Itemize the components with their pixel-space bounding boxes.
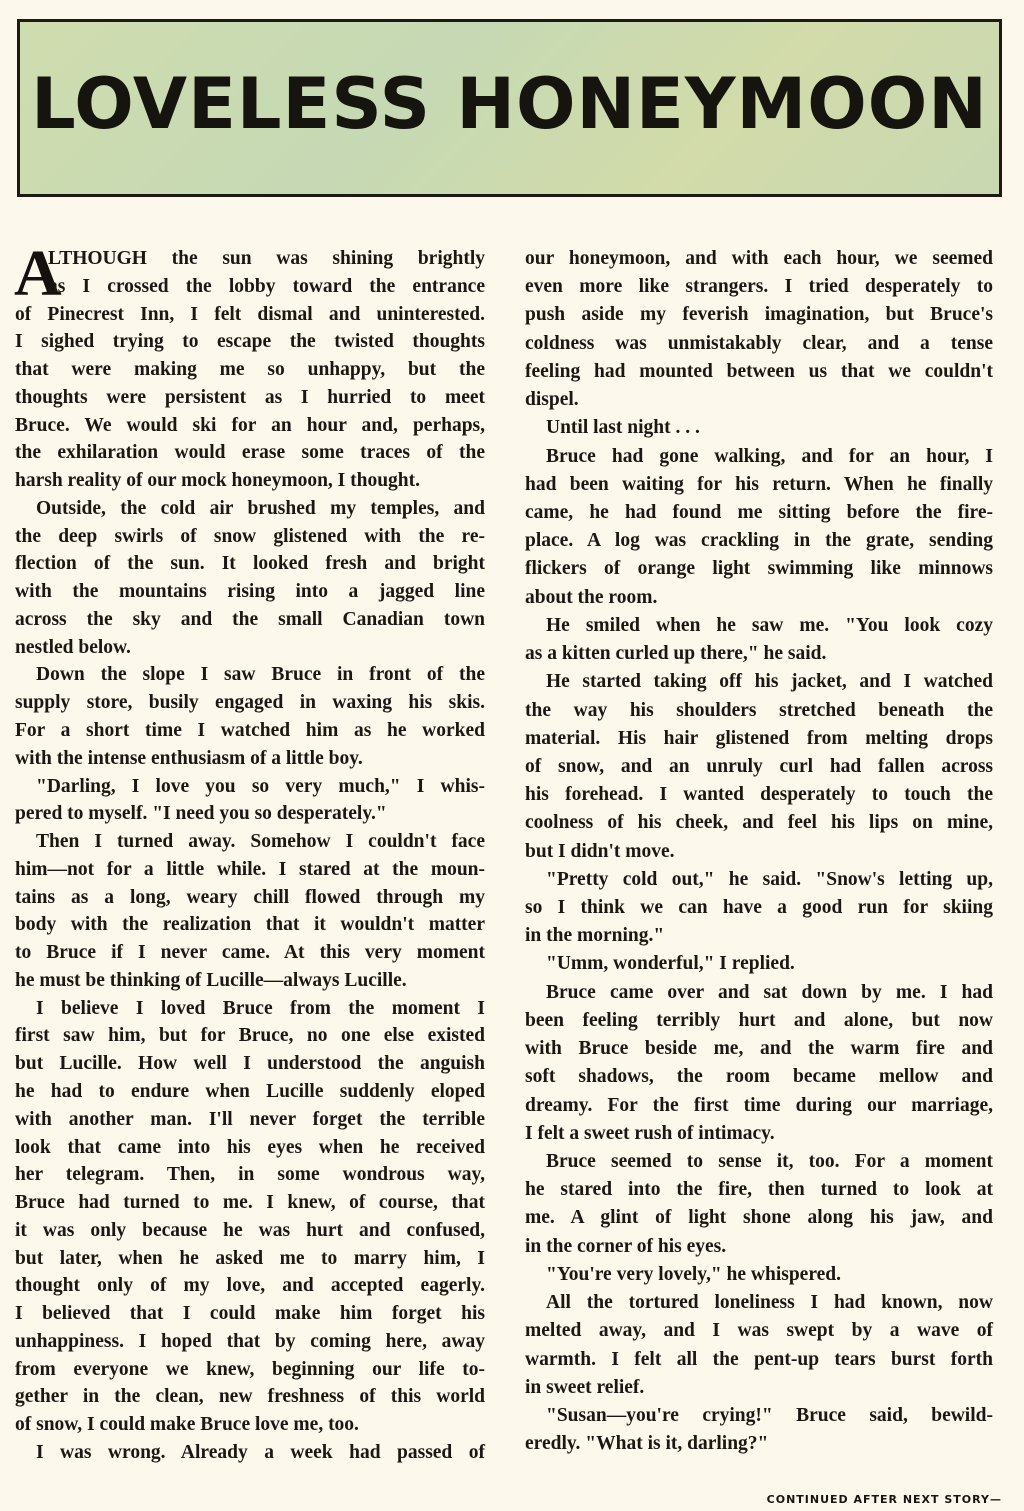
text-line: Down the slope I saw Bruce in front of the	[36, 664, 485, 686]
text-line: thought only of my love, and accepted eagerly.	[15, 1275, 485, 1297]
text-line: "Darling, I love you so very much," I whis-	[36, 775, 485, 797]
text-line: feeling had mounted between us that we couldn't	[525, 360, 993, 382]
text-line: nestled below.	[15, 636, 131, 658]
drop-cap: A	[14, 237, 62, 310]
text-line: in the morning."	[525, 925, 665, 947]
paragraph	[14, 237, 485, 495]
text-line: Bruce seemed to sense it, too. For a moment	[546, 1151, 993, 1172]
text-line: about the room.	[525, 586, 658, 608]
text-column-left	[14, 237, 485, 1467]
text-line: coldness was unmistakably clear, and a tense	[525, 332, 993, 354]
text-line: the exhilaration would erase some traces of the	[15, 442, 485, 464]
text-line: Bruce came over and sat down by me. I had	[546, 981, 993, 1003]
text-line: look that came into his eyes when he received	[15, 1136, 485, 1158]
text-line: I believe I loved Bruce from the moment I	[36, 997, 485, 1019]
paragraph	[525, 668, 993, 866]
paragraph	[15, 773, 485, 829]
text-line: so I think we can have a good run for skiing	[525, 897, 993, 919]
text-line: Then I turned away. Somehow I couldn't face	[36, 831, 485, 853]
paragraph	[15, 495, 485, 662]
text-line: flickers of orange light swimming like minnows	[525, 558, 993, 580]
text-line: but Lucille. How well I understood the anguish	[15, 1053, 485, 1075]
paragraph	[525, 950, 993, 978]
text-line: her telegram. Then, in some wondrous way,	[15, 1164, 485, 1186]
text-line: he had to endure when Lucille suddenly eloped	[15, 1080, 485, 1102]
text-line: of snow, and an unruly curl had fallen across	[525, 755, 993, 777]
text-line: All the tortured loneliness I had known, now	[546, 1292, 993, 1314]
text-line: soft shadows, the room became mellow and	[525, 1066, 993, 1088]
text-line: across the sky and the small Canadian town	[15, 608, 485, 630]
text-line: melted away, and I was swept by a wave of	[525, 1320, 993, 1342]
text-line: came, he had found me sitting before the fire-	[525, 501, 993, 523]
story-title: LOVELESS HONEYMOON	[31, 63, 988, 145]
text-line: body with the realization that it wouldn't matter	[15, 914, 485, 936]
text-line: "Umm, wonderful," I replied.	[546, 953, 795, 975]
text-line: that were making me so unhappy, but the	[15, 359, 485, 381]
paragraph	[525, 245, 993, 414]
paragraph	[525, 866, 993, 951]
text-line: "Pretty cold out," he said. "Snow's letting up,	[546, 868, 993, 890]
text-line: had been waiting for his return. When he finally	[525, 473, 993, 495]
text-line: dispel.	[525, 389, 579, 411]
text-line: with the intense enthusiasm of a little boy.	[15, 747, 363, 769]
text-line: as a kitten curled up there," he said.	[525, 643, 827, 665]
text-line: with the mountains rising into a jagged line	[15, 581, 485, 603]
text-line: "You're very lovely," he whispered.	[546, 1263, 842, 1285]
text-line: thoughts were persistent as I hurried to meet	[15, 386, 485, 408]
text-line: dreamy. For the first time during our marriage,	[525, 1094, 993, 1116]
text-line: material. His hair glistened from melting drops	[525, 727, 993, 749]
text-line: with Bruce beside me, and the warm fire and	[525, 1038, 993, 1060]
text-line: his forehead. I wanted desperately to touch the	[525, 784, 993, 806]
text-line: but I didn't move.	[525, 840, 675, 862]
text-line: been feeling terribly hurt and alone, but now	[525, 1009, 993, 1031]
text-line: of snow, I could make Bruce love me, too.	[15, 1414, 359, 1436]
text-line: from everyone we knew, beginning our life to-	[15, 1358, 485, 1380]
text-line: He smiled when he saw me. "You look cozy	[546, 614, 993, 636]
text-line: I sighed trying to escape the twisted thoughts	[15, 331, 485, 353]
text-line: Bruce had turned to me. I knew, of course, that	[15, 1192, 485, 1214]
text-line: he stared into the fire, then turned to look at	[525, 1179, 993, 1201]
text-line: first saw him, but for Bruce, no one else existed	[15, 1025, 485, 1047]
text-line: our honeymoon, and with each hour, we seemed	[525, 248, 993, 269]
text-line: supply store, busily engaged in waxing his skis.	[15, 692, 485, 714]
text-line: of Pinecrest Inn, I felt dismal and uninterested.	[15, 303, 485, 325]
text-line: the deep swirls of snow glistened with the re-	[15, 525, 485, 547]
paragraph	[525, 979, 993, 1148]
paragraph	[525, 1261, 993, 1289]
text-line: I felt a sweet rush of intimacy.	[525, 1122, 775, 1144]
text-line: Bruce had gone walking, and for an hour, I	[546, 445, 993, 467]
text-line: LTHOUGH the sun was shining brightly	[48, 248, 485, 269]
text-line: him—not for a little while. I stared at the moun-	[15, 858, 485, 880]
paragraph	[525, 1148, 993, 1261]
paragraph	[525, 414, 993, 442]
text-line: Outside, the cold air brushed my temples, and	[36, 497, 485, 519]
text-line: with another man. I'll never forget the terrible	[15, 1108, 485, 1130]
paragraph	[15, 828, 485, 995]
text-line: even more like strangers. I tried desperately to	[525, 276, 993, 298]
continued-note: CONTINUED AFTER NEXT STORY—	[766, 1493, 1002, 1506]
text-line: it was only because he was hurt and confused,	[15, 1219, 485, 1241]
text-line: Bruce. We would ski for an hour and, perhaps,	[15, 414, 485, 436]
title-banner	[17, 19, 1002, 197]
paragraph	[15, 661, 485, 772]
text-line: but later, when he asked me to marry him, I	[15, 1247, 485, 1269]
paragraph	[525, 443, 993, 612]
text-line: I believed that I could make him forget his	[15, 1303, 485, 1325]
text-line: flection of the sun. It looked fresh and bright	[15, 553, 485, 575]
text-line: harsh reality of our mock honeymoon, I thought.	[15, 470, 421, 492]
text-line: me. A glint of light shone along his jaw, and	[525, 1207, 993, 1229]
text-line: as I crossed the lobby toward the entrance	[48, 275, 485, 297]
text-line: warmth. I felt all the pent-up tears burst forth	[525, 1348, 993, 1370]
text-line: coolness of his cheek, and feel his lips on mine,	[525, 812, 993, 834]
text-line: to Bruce if I never came. At this very moment	[15, 942, 485, 964]
text-line: He started taking off his jacket, and I watched	[546, 671, 993, 693]
text-line: in sweet relief.	[525, 1376, 645, 1398]
text-line: in the corner of his eyes.	[525, 1235, 727, 1257]
text-line: the way his shoulders stretched beneath the	[525, 699, 993, 721]
text-line: place. A log was crackling in the grate, sending	[525, 530, 993, 552]
text-line: pered to myself. "I need you so desperately."	[15, 803, 387, 825]
text-line: gether in the clean, new freshness of this world	[15, 1386, 485, 1408]
paragraph	[525, 1289, 993, 1402]
text-line: "Susan—you're crying!" Bruce said, bewild-	[546, 1404, 993, 1426]
text-line: push aside my feverish imagination, but Bruce's	[525, 304, 993, 326]
paragraph	[15, 995, 485, 1439]
text-line: tains as a long, weary chill flowed through my	[15, 886, 485, 908]
text-line: he must be thinking of Lucille—always Lucille.	[15, 969, 407, 991]
text-line: For a short time I watched him as he worked	[15, 720, 485, 742]
text-line: unhappiness. I hoped that by coming here, away	[15, 1330, 485, 1352]
text-line: I was wrong. Already a week had passed of	[36, 1441, 485, 1463]
text-line: eredly. "What is it, darling?"	[525, 1433, 769, 1455]
text-column-right	[525, 245, 993, 1458]
paragraph	[525, 1402, 993, 1458]
text-line: Until last night . . .	[546, 417, 700, 439]
paragraph	[525, 612, 993, 668]
paragraph	[15, 1439, 485, 1467]
